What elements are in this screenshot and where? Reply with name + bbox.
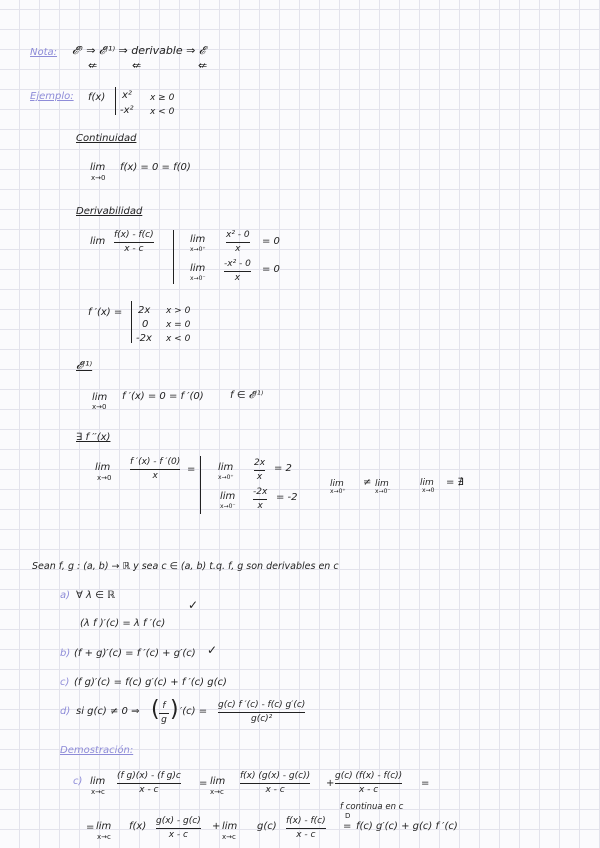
demostracion-item: c) [73, 776, 83, 787]
sd-fraction [130, 457, 180, 482]
derivabilidad-right-lim: lim [190, 234, 206, 245]
sd-lim: lim [95, 462, 111, 473]
demo-frac3 [335, 771, 402, 796]
theorem-check-b: ✓ [207, 643, 218, 657]
sd-right-sub: x→0⁺ [218, 474, 234, 481]
sd-sub: x→0 [97, 474, 112, 482]
e1-sub: x→0 [92, 403, 107, 411]
theorem-item-c-label: c) [60, 677, 70, 688]
demo-frac2 [240, 771, 310, 796]
demo-frac2-den: x - c [265, 785, 285, 795]
fprime-brace [131, 301, 132, 343]
quotient-after: ′(c) = [180, 706, 208, 717]
sd-left-result: = -2 [276, 492, 298, 503]
demo-sub-1: x→c [91, 788, 105, 796]
sd-right-lim: lim [218, 462, 234, 473]
demo-line2-f2-den: x - c [296, 830, 316, 840]
nota-negation-1: ⇍ [88, 59, 98, 72]
sd-den: x [152, 471, 158, 481]
theorem-item-d-label: d) [60, 706, 71, 717]
quotient-result-num: g(c) f ′(c) - f(c) g′(c) [218, 700, 306, 710]
theorem-item-a-text: ∀ λ ∈ ℝ [76, 590, 115, 601]
sd-right-fraction [254, 458, 265, 483]
fprime-case-3-cond: x < 0 [166, 334, 191, 344]
quotient-den: g [161, 715, 167, 725]
demo-line2-sub2: x→c [222, 833, 236, 841]
nota-label: Nota: [30, 47, 58, 58]
fprime-case-1-cond: x > 0 [166, 306, 191, 316]
demo-line2-eqd: = [343, 821, 352, 832]
derivabilidad-right-den: x [235, 244, 241, 254]
derivabilidad-right-num: x² - 0 [226, 230, 250, 240]
sd-right-result: = 2 [274, 463, 292, 474]
sd-left-fraction [253, 487, 267, 512]
sd-left-num: -2x [253, 487, 268, 497]
ejemplo-brace [115, 87, 116, 115]
demo-frac3-num: g(c) (f(x) - f(c)) [335, 771, 403, 781]
demo-note: f continua en c [340, 802, 404, 812]
demo-line2-f1 [156, 816, 201, 841]
derivabilidad-den: x - c [124, 244, 144, 254]
derivabilidad-fraction [114, 230, 154, 255]
theorem-check-a: ✓ [188, 598, 199, 612]
ejemplo-case-2-cond: x < 0 [150, 107, 175, 117]
nota-negation-3: ⇍ [198, 59, 208, 72]
continuidad-lim: lim [90, 162, 106, 173]
sd-eq: = [187, 464, 196, 475]
derivabilidad-right-result: = 0 [262, 236, 280, 247]
demo-line2-result: f(c) g′(c) + g(c) f ′(c) [356, 821, 458, 832]
derivabilidad-left-result: = 0 [262, 264, 280, 275]
demo-line2-d: D [345, 812, 351, 820]
e1-expr: f ′(x) = 0 = f ′(0) [122, 391, 204, 402]
derivabilidad-left-fraction [224, 259, 251, 284]
demo-line2-lim1: lim [96, 821, 112, 832]
derivabilidad-lim: lim [90, 236, 106, 247]
nota-negation-2: ⇍ [132, 59, 142, 72]
demo-frac3-den: x - c [358, 785, 379, 795]
sd-right-den: x [256, 472, 263, 482]
sd-compare-lim2: lim [375, 479, 389, 489]
ejemplo-case-1-expr: x² [122, 90, 132, 101]
demo-line2-f2 [286, 816, 326, 841]
quotient-fraction [159, 701, 169, 726]
sd-compare-sub1: x→0⁺ [330, 488, 346, 495]
derivabilidad-title: Derivabilidad [76, 206, 143, 217]
demo-frac2-num: f(x) (g(x) - g(c)) [240, 771, 311, 781]
second-derivative-title: ∃ f ′′(x) [76, 432, 111, 443]
derivabilidad-left-den: x [234, 273, 241, 283]
fprime-case-3-expr: -2x [136, 333, 152, 344]
quotient-result-den: g(c)² [251, 714, 273, 724]
e1-title: 𝓔⁽¹⁾ [76, 359, 93, 372]
sd-left-sub: x→0⁻ [220, 503, 236, 510]
demo-sub-2: x→c [210, 788, 224, 796]
fprime-case-2-cond: x = 0 [166, 320, 191, 330]
demo-plus: + [326, 778, 335, 789]
sd-divider [200, 456, 201, 514]
sd-compare-lim3: lim [420, 478, 434, 488]
sd-compare-result: = ∄ [446, 477, 464, 488]
theorem-item-d-text: si g(c) ≠ 0 ⇒ [76, 706, 140, 717]
quotient-open-paren: ( [151, 697, 160, 722]
continuidad-expr: f(x) = 0 = f(0) [120, 162, 191, 173]
continuidad-sub: x→0 [91, 174, 106, 182]
theorem-statement: Sean f, g : (a, b) → ℝ y sea c ∈ (a, b) t.q. f, g son derivables en c [32, 561, 339, 572]
derivabilidad-num: f(x) - f(c) [114, 230, 154, 240]
demo-line2-f1-den: x - c [168, 830, 188, 840]
demo-lim-1: lim [90, 776, 106, 787]
sd-left-den: x [257, 501, 263, 511]
sd-compare-lim1: lim [330, 479, 344, 489]
theorem-item-a2-text: (λ f )′(c) = λ f ′(c) [80, 618, 166, 629]
demo-line2-f2-num: f(x) - f(c) [286, 816, 326, 826]
derivabilidad-left-lim: lim [190, 263, 206, 274]
ejemplo-case-2-expr: -x² [120, 105, 134, 116]
demo-line2-eq: = [86, 822, 95, 833]
demo-frac1-den: x - c [139, 785, 159, 795]
demo-line2-fx: f(x) [129, 821, 147, 832]
theorem-item-b-label: b) [60, 648, 71, 659]
nota-statement: 𝓔⁰ ⇒ 𝓔⁽¹⁾ ⇒ derivable ⇒ 𝓔 [72, 44, 206, 57]
theorem-item-c-text: (f g)′(c) = f(c) g′(c) + f ′(c) g(c) [74, 677, 227, 688]
demo-eq1: = [199, 778, 208, 789]
demo-line2-f1-num: g(x) - g(c) [156, 816, 201, 826]
fprime-label: f ′(x) = [88, 307, 123, 318]
demo-line2-lim2: lim [222, 821, 238, 832]
demo-frac1 [117, 771, 181, 796]
sd-right-num: 2x [254, 458, 266, 468]
e1-lim: lim [92, 392, 108, 403]
demo-frac1-num: (f g)(x) - (f g)c [117, 771, 181, 781]
fprime-case-1-expr: 2x [138, 305, 151, 316]
ejemplo-label: Ejemplo: [30, 91, 74, 102]
demo-eq2: = [421, 778, 430, 789]
theorem-item-a-label: a) [60, 590, 71, 601]
demo-line2-gc: g(c) [257, 821, 277, 832]
fprime-case-2-expr: 0 [142, 319, 149, 330]
derivabilidad-right-fraction [226, 230, 250, 255]
quotient-result-fraction [218, 700, 305, 725]
quotient-num: f [162, 701, 166, 711]
demo-line2-plus: + [212, 821, 221, 832]
ejemplo-fx: f(x) [88, 92, 106, 103]
derivabilidad-left-num: -x² - 0 [224, 259, 251, 269]
sd-left-lim: lim [220, 491, 236, 502]
demo-lim-2: lim [210, 776, 226, 787]
continuidad-title: Continuidad [76, 133, 137, 144]
sd-compare-neq: ≠ [363, 477, 372, 488]
theorem-item-b-text: (f + g)′(c) = f ′(c) + g′(c) [74, 648, 196, 659]
sd-compare-sub3: x→0 [422, 487, 435, 494]
sd-num: f ′(x) - f ′(0) [130, 457, 181, 467]
demostracion-label: Demostración: [60, 745, 134, 756]
e1-conclusion: f ∈ 𝓔⁽¹⁾ [230, 390, 264, 401]
sd-compare-sub2: x→0⁻ [375, 488, 391, 495]
derivabilidad-left-sub: x→0⁻ [190, 275, 206, 282]
demo-line2-sub1: x→c [97, 833, 111, 841]
derivabilidad-right-sub: x→0⁺ [190, 246, 206, 253]
derivabilidad-divider [173, 230, 174, 284]
quotient-close-paren: ) [170, 697, 179, 722]
ejemplo-case-1-cond: x ≥ 0 [150, 93, 175, 103]
